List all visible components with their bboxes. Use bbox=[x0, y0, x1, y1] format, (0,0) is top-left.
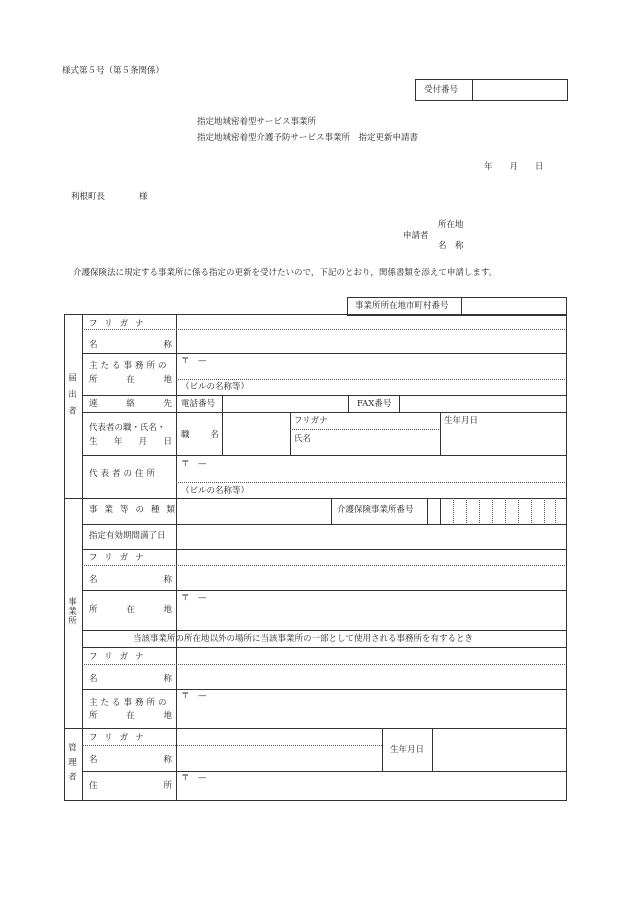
application-date: 年 月 日 bbox=[484, 162, 544, 172]
applicant-label: 申請者 bbox=[403, 231, 429, 241]
branch-office-label-1: 主たる事務所の bbox=[89, 698, 170, 708]
notifier-name-field[interactable] bbox=[178, 331, 564, 352]
office-postal-mark: 〒 — bbox=[181, 593, 207, 603]
branch-office-label-2: 所在地 bbox=[89, 711, 172, 721]
manager-name-label: 名称 bbox=[89, 755, 172, 765]
notifier-furigana-field[interactable] bbox=[178, 315, 564, 328]
representative-label-2: 生年月日 bbox=[89, 437, 172, 447]
office-furigana-label: フリガナ bbox=[89, 553, 151, 563]
manager-birthdate-field[interactable] bbox=[434, 730, 564, 770]
representative-label-1: 代表者の職・氏名・ bbox=[89, 423, 166, 433]
rep-postal-mark: 〒 — bbox=[181, 459, 207, 469]
title-line-2: 指定地域密着型介護予防サービス事業所 指定更新申請書 bbox=[197, 133, 419, 143]
branch-name-field[interactable] bbox=[178, 666, 564, 687]
rep-fullname-field[interactable] bbox=[320, 431, 437, 453]
office-section-label: 事業所 bbox=[66, 597, 77, 626]
rep-building-label: （ビルの名称等） bbox=[181, 486, 250, 496]
expiry-field[interactable] bbox=[178, 526, 564, 547]
service-type-label: 事業等の種類 bbox=[89, 505, 183, 515]
branch-furigana-label: フリガナ bbox=[89, 652, 151, 662]
rep-birthdate-field[interactable] bbox=[444, 430, 564, 454]
notifier-building-label: （ビルの名称等） bbox=[181, 382, 250, 392]
fax-field[interactable] bbox=[401, 396, 564, 411]
rep-furigana-label: フリガナ bbox=[294, 416, 328, 426]
notifier-postal-mark: 〒 — bbox=[181, 356, 207, 366]
manager-furigana-label: フリガナ bbox=[89, 733, 151, 743]
fax-label: FAX番号 bbox=[357, 399, 392, 409]
position-field[interactable] bbox=[224, 414, 288, 454]
phone-field[interactable] bbox=[224, 396, 347, 411]
manager-furigana-field[interactable] bbox=[178, 730, 380, 744]
branch-address-field[interactable] bbox=[178, 705, 564, 727]
rep-address-field[interactable] bbox=[280, 457, 564, 480]
application-statement: 介護保険法に規定する事業所に係る指定の更新を受けたいので，下記のとおり，関係書類を添えて申請します。 bbox=[73, 268, 498, 278]
office-number-label: 介護保険事業所番号 bbox=[337, 505, 414, 515]
rep-birthdate-label: 生年月日 bbox=[444, 416, 479, 426]
municipality-code-field[interactable] bbox=[465, 298, 563, 314]
notifier-main-office-label-1: 主たる事務所の bbox=[89, 361, 170, 371]
rep-address-label: 代表者の住所 bbox=[89, 469, 159, 479]
receipt-number-label: 受付番号 bbox=[424, 85, 459, 95]
notifier-address-field[interactable] bbox=[280, 355, 564, 377]
notifier-name-label: 名称 bbox=[89, 340, 172, 350]
manager-postal-mark: 〒 — bbox=[181, 773, 207, 783]
receipt-number-field[interactable] bbox=[478, 80, 564, 99]
notifier-contact-label: 連絡先 bbox=[89, 399, 172, 409]
applicant-address-label: 所在地 bbox=[438, 220, 464, 230]
service-type-field[interactable] bbox=[178, 500, 328, 522]
municipality-code-label: 事業所所在地市町村番号 bbox=[355, 301, 449, 311]
notifier-main-office-label-2: 所在地 bbox=[89, 375, 172, 385]
position-label: 職名 bbox=[181, 430, 219, 440]
branch-furigana-field[interactable] bbox=[178, 649, 564, 663]
expiry-label: 指定有効期間満了日 bbox=[89, 531, 166, 541]
branch-postal-mark: 〒 — bbox=[181, 691, 207, 701]
office-location-field[interactable] bbox=[178, 605, 564, 629]
notifier-section-label: 届出者 bbox=[66, 373, 77, 423]
branch-office-note: 当該事業所の所在地以外の場所に当該事業所の一部として使用される事務所を有するとき bbox=[133, 634, 474, 644]
notifier-furigana-label: フリガナ bbox=[89, 319, 151, 329]
manager-birthdate-label: 生年月日 bbox=[390, 745, 425, 755]
office-name-label: 名称 bbox=[89, 575, 172, 585]
manager-name-field[interactable] bbox=[178, 747, 380, 769]
branch-name-label: 名称 bbox=[89, 674, 172, 684]
office-furigana-field[interactable] bbox=[178, 551, 564, 564]
office-number-field[interactable] bbox=[441, 500, 564, 522]
manager-address-field[interactable] bbox=[178, 784, 564, 798]
applicant-name-label: 名 称 bbox=[438, 241, 464, 251]
office-location-label: 所在地 bbox=[89, 605, 172, 615]
addressee: 利根町長 様 bbox=[71, 192, 148, 202]
phone-label: 電話番号 bbox=[181, 399, 216, 409]
title-line-1: 指定地域密着型サービス事業所 bbox=[197, 117, 317, 127]
manager-section-label: 管理者 bbox=[66, 743, 77, 787]
form-number: 様式第５号（第５条関係） bbox=[62, 66, 165, 76]
rep-fullname-label: 氏名 bbox=[294, 434, 312, 444]
manager-address-label: 住所 bbox=[89, 781, 172, 791]
office-name-field[interactable] bbox=[178, 567, 564, 589]
